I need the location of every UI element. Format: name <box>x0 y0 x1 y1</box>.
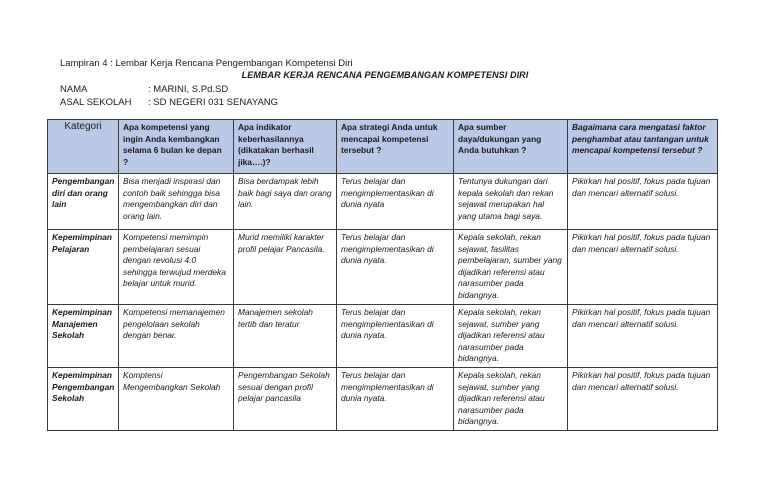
strategi-cell: Terus belajar dan mengimplementasikan di dunia nyata. <box>337 368 454 431</box>
kategori-cell: Pengembangan diri dan orang lain <box>48 174 119 230</box>
table-row <box>48 368 718 431</box>
solusi-cell: Pikirkan hal positif, fokus pada tujuan dan mencari alternatif solusi. <box>568 368 718 431</box>
appendix-caption: Lampiran 4 : Lembar Kerja Rencana Pengembangan Kompetensi Diri <box>60 58 353 69</box>
strategi-cell: Terus belajar dan mengimplementasikan di dunia nyata. <box>337 305 454 368</box>
table-row <box>48 305 718 368</box>
solusi-cell: Pikirkan hal positif, fokus pada tujuan dan mencari alternatif solusi. <box>568 174 718 230</box>
kategori-cell: Kepemimpinan Manajemen Sekolah <box>48 305 119 368</box>
kompetensi-cell: Bisa menjadi inspirasi dan contoh baik sehingga bisa mengembangkan diri dan orang lain. <box>119 174 234 230</box>
document-title: LEMBAR KERJA RENCANA PENGEMBANGAN KOMPETENSI DIRI <box>241 70 529 80</box>
school-label: ASAL SEKOLAH <box>60 97 132 108</box>
indikator-cell: Pengembangan Sekolah sesuai dengan profil pelajar pancasila <box>234 368 337 431</box>
sumber-cell: Tentunya dukungan dari kepala sekolah dan rekan sejawat merupakan hal yang utama bagi saya. <box>454 174 568 230</box>
table-row <box>48 174 718 230</box>
solusi-cell: Pikirkan hal positif, fokus pada tujuan dan mencari alternatif solusi. <box>568 230 718 305</box>
sumber-cell: Kepala sekolah, rekan sejawat, fasilitas pembelajaran, sumber yang dijadikan referensi atau narasumber pada bidangnya. <box>454 230 568 305</box>
name-value: : MARINI, S.Pd.SD <box>148 84 229 95</box>
header-kategori: Kategori <box>48 120 119 174</box>
kompetensi-cell: Kompetensi memimpin pembelajaran sesuai dengan revolusi 4.0 sehingga terwujud merdeka belajar untuk murid. <box>119 230 234 305</box>
solusi-cell: Pikirkan hal positif, fokus pada tujuan dan mencari alternatif solusi. <box>568 305 718 368</box>
worksheet-table <box>47 119 718 431</box>
header-solusi: Bagaimana cara mengatasi faktor penghambat atau tantangan untuk mencapai kompetensi tersebut ? <box>568 120 718 174</box>
indikator-cell: Manajemen sekolah tertib dan teratur <box>234 305 337 368</box>
name-label: NAMA <box>60 84 88 95</box>
indikator-cell: Bisa berdampak lebih baik bagi saya dan orang lain. <box>234 174 337 230</box>
header-strategi: Apa strategi Anda untuk mencapai kompetensi tersebut ? <box>337 120 454 174</box>
table-row <box>48 230 718 305</box>
kompetensi-cell: Komptensi Mengembangkan Sekolah <box>119 368 234 431</box>
header-kompetensi: Apa kompetensi yang ingin Anda kembangkan selama 6 bulan ke depan ? <box>119 120 234 174</box>
indikator-cell: Murid memiliki karakter profil pelajar Pancasila. <box>234 230 337 305</box>
school-value: : SD NEGERI 031 SENAYANG <box>148 97 279 108</box>
kompetensi-cell: Kompetensi memanajemen pengelolaan sekolah dengan benar. <box>119 305 234 368</box>
sumber-cell: Kepala sekolah, rekan sejawat, sumber yang dijadikan referensi atau narasumber pada bidangnya. <box>454 368 568 431</box>
strategi-cell: Terus belajar dan mengimplementasikan di dunia nyata. <box>337 230 454 305</box>
kategori-cell: Kepemimpinan Pengembangan Sekolah <box>48 368 119 431</box>
header-indikator: Apa indikator keberhasilannya (dikatakan berhasil jika….)? <box>234 120 337 174</box>
kategori-cell: Kepemimpinan Pelajaran <box>48 230 119 305</box>
header-sumber-daya: Apa sumber daya/dukungan yang Anda butuhkan ? <box>454 120 568 174</box>
strategi-cell: Terus belajar dan mengimplementasikan di dunia nyata <box>337 174 454 230</box>
table-header-row <box>48 120 718 174</box>
sumber-cell: Kepala sekolah, rekan sejawat, sumber yang dijadikan referensi atau narasumber pada bidangnya. <box>454 305 568 368</box>
school-row <box>60 97 278 108</box>
name-row <box>60 84 228 95</box>
